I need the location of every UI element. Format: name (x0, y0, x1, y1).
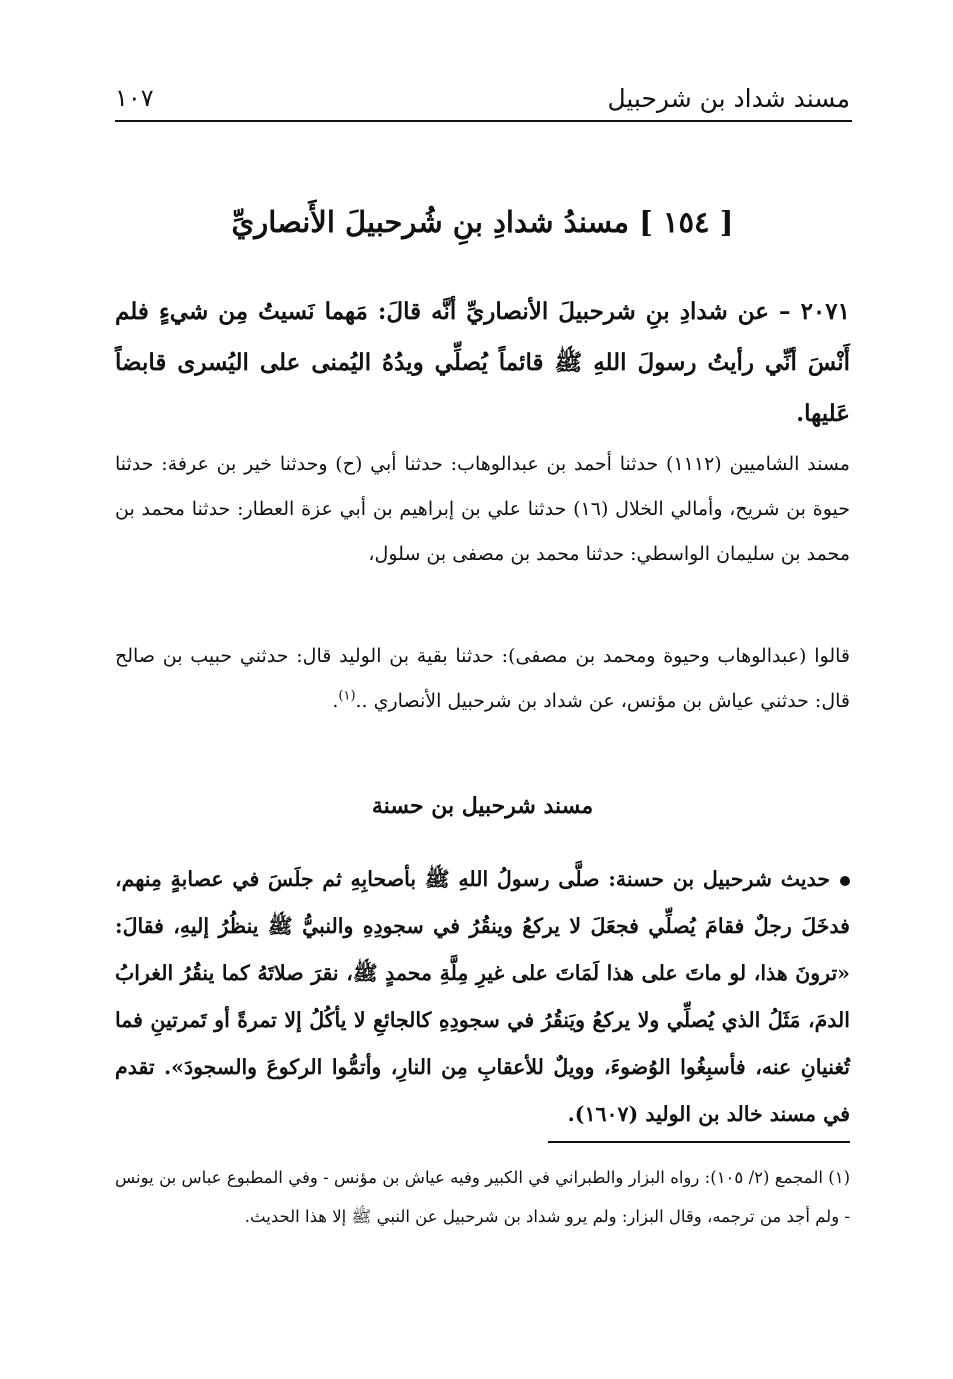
section-heading: مسند شرحبيل بن حسنة (371, 793, 594, 819)
running-header (115, 78, 850, 118)
footnote-rule (548, 1141, 850, 1143)
footnote-marker[interactable]: (١) (338, 688, 356, 704)
chapter-title: [ ١٥٤ ] مسندُ شدادِ بنِ شُرحبيلَ الأَنصاريِّ (231, 205, 734, 239)
section-paragraph-text: حديث شرحبيل بن حسنة: صلَّى رسولُ اللهِ ﷺ بأصحابِهِ ثم جلَسَ في عصابةٍ مِنهم، فدخَلَ رجلٌ فقامَ يُصلِّي فجعَلَ لا يركعُ وينقُرُ في سجودِهِ والنبيُّ ﷺ ينظُرُ إليهِ، فقالَ: «ترونَ هذا، لو ماتَ على هذا لَمَاتَ على غيرِ مِلَّةِ محمدٍ ﷺ، نقرَ صلاتَهُ كما ينقُرُ الغرابُ الدمَ، مَثَلُ الذي يُصلِّي ولا يركعُ ويَنقُرُ في سجودِهِ كالجائعِ لا يأكُلُ إلا تمرةً أو تَمرتينِ فما تُغنيانِ عنه، فأسبِغُوا الوُضوءَ، وويلٌ للأعقابِ مِن النارِ، وأتمُّوا الركوعَ والسجودَ». تقدم في مسند خالد بن الوليد (١٦٠٧). (115, 867, 850, 1126)
source-paragraph-2: قالوا (عبدالوهاب وحيوة ومحمد بن مصفى): حدثنا بقية بن الوليد قال: حدثني حبيب بن صالح قال: حدثني عياش بن مؤنس، عن شداد بن شرحبيل الأنصاري ..$^{(١)}$. (115, 645, 850, 712)
source-paragraph-2-text: قالوا (عبدالوهاب وحيوة ومحمد بن مصفى): حدثنا بقية بن الوليد قال: حدثني حبيب بن صالح قال: حدثني عياش بن مؤنس، عن شداد بن شرحبيل الأنصاري .. (115, 645, 850, 712)
section-paragraph (115, 856, 850, 1138)
running-title: مسند شداد بن شرحبيل (607, 84, 850, 113)
header-rule (115, 120, 852, 122)
page-number: ١٠٧ (115, 84, 154, 112)
source-paragraph-1: مسند الشاميين (١١١٢) حدثنا أحمد بن عبدالوهاب: حدثنا أبي (ح) وحدثنا خير بن عرفة: حدثنا حيوة بن شريح، وأمالي الخلال (١٦) حدثنا علي بن إبراهيم بن أبي عزة العطار: حدثنا محمد بن محمد بن سليمان الواسطي: حدثنا محمد بن مصفى بن سلول، (115, 453, 850, 565)
footnote: (١) المجمع (٢/ ١٠٥): رواه البزار والطبراني في الكبير وفيه عياش بن مؤنس - وفي المطبوع عباس بن يونس - ولم أجد من ترجمه، وقال البزار: ولم يرو شداد بن شرحبيل عن النبي ﷺ إلا هذا الحديث. (115, 1168, 850, 1226)
bullet-icon (840, 876, 850, 886)
hadith-paragraph: ٢٠٧١ – عن شدادِ بنِ شرحبيلَ الأنصاريِّ أنَّه قالَ: مَهما نَسيتُ مِن شيءٍ فلم أَنْسَ أنِّي رأيتُ رسولَ اللهِ ﷺ قائماً يُصلِّي ويدُهُ اليُمنى على اليُسرى قابضاً عَليها. (115, 298, 850, 427)
